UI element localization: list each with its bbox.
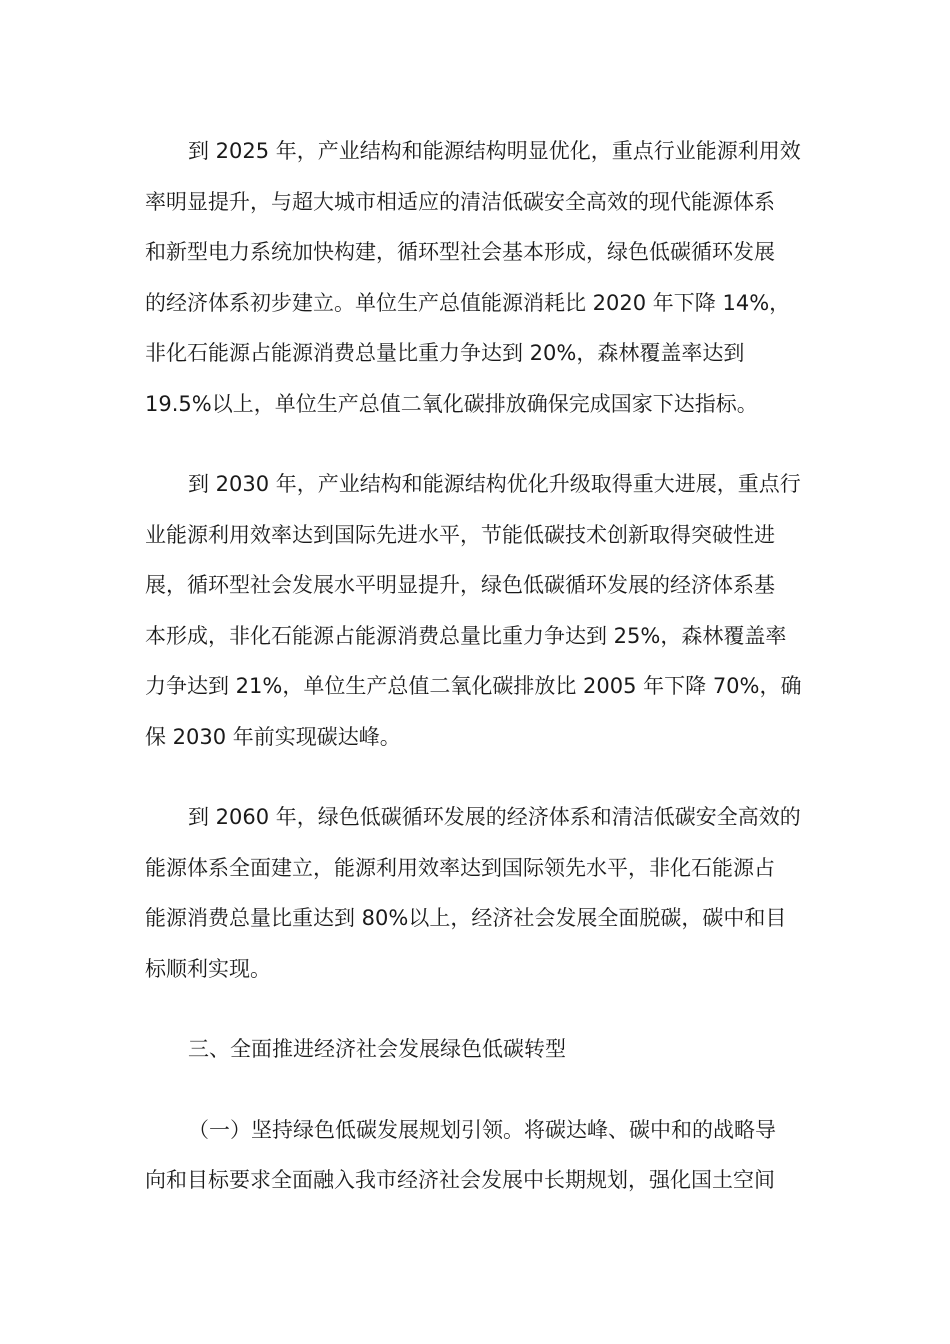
paragraph-line: 力争达到 21%，单位生产总值二氧化碳排放比 2005 年下降 70%，确 bbox=[145, 674, 802, 698]
paragraph-line: 保 2030 年前实现碳达峰。 bbox=[145, 724, 401, 749]
paragraph-line: 率明显提升，与超大城市相适应的清洁低碳安全高效的现代能源体系 bbox=[145, 189, 775, 214]
paragraph-line: 到 2030 年，产业结构和能源结构优化升级取得重大进展，重点行 bbox=[188, 472, 801, 496]
paragraph-line: 的经济体系初步建立。单位生产总值能源消耗比 2020 年下降 14%， bbox=[145, 290, 791, 315]
paragraph-line: 到 2060 年，绿色低碳循环发展的经济体系和清洁低碳安全高效的 bbox=[188, 805, 801, 829]
paragraph-line: 能源体系全面建立，能源利用效率达到国际领先水平，非化石能源占 bbox=[145, 855, 775, 880]
paragraph-2030-targets bbox=[145, 459, 810, 762]
paragraph-2025-targets bbox=[145, 126, 810, 429]
paragraph-line: 展，循环型社会发展水平明显提升，绿色低碳循环发展的经济体系基 bbox=[145, 573, 775, 597]
paragraph-line: 标顺利实现。 bbox=[145, 956, 271, 981]
paragraph-line: （一）坚持绿色低碳发展规划引领。将碳达峰、碳中和的战略导 bbox=[188, 1117, 776, 1142]
paragraph-planning-guidance bbox=[145, 1105, 810, 1206]
paragraph-line: 向和目标要求全面融入我市经济社会发展中长期规划，强化国土空间 bbox=[145, 1168, 775, 1192]
section-heading-text: 三、全面推进经济社会发展绿色低碳转型 bbox=[188, 1037, 566, 1061]
paragraph-line: 到 2025 年，产业结构和能源结构明显优化，重点行业能源利用效 bbox=[188, 139, 801, 163]
document-body bbox=[145, 126, 810, 1236]
paragraph-2060-targets bbox=[145, 792, 810, 994]
paragraph-line: 能源消费总量比重达到 80%以上，经济社会发展全面脱碳，碳中和目 bbox=[145, 906, 787, 930]
section-heading bbox=[145, 1024, 810, 1075]
paragraph-line: 本形成，非化石能源占能源消费总量比重力争达到 25%，森林覆盖率 bbox=[145, 623, 787, 648]
paragraph-line: 和新型电力系统加快构建，循环型社会基本形成，绿色低碳循环发展 bbox=[145, 240, 775, 264]
paragraph-line: 业能源利用效率达到国际先进水平，节能低碳技术创新取得突破性进 bbox=[145, 522, 775, 547]
paragraph-line: 非化石能源占能源消费总量比重力争达到 20%，森林覆盖率达到 bbox=[145, 341, 745, 365]
paragraph-line: 19.5%以上，单位生产总值二氧化碳排放确保完成国家下达指标。 bbox=[145, 391, 758, 416]
